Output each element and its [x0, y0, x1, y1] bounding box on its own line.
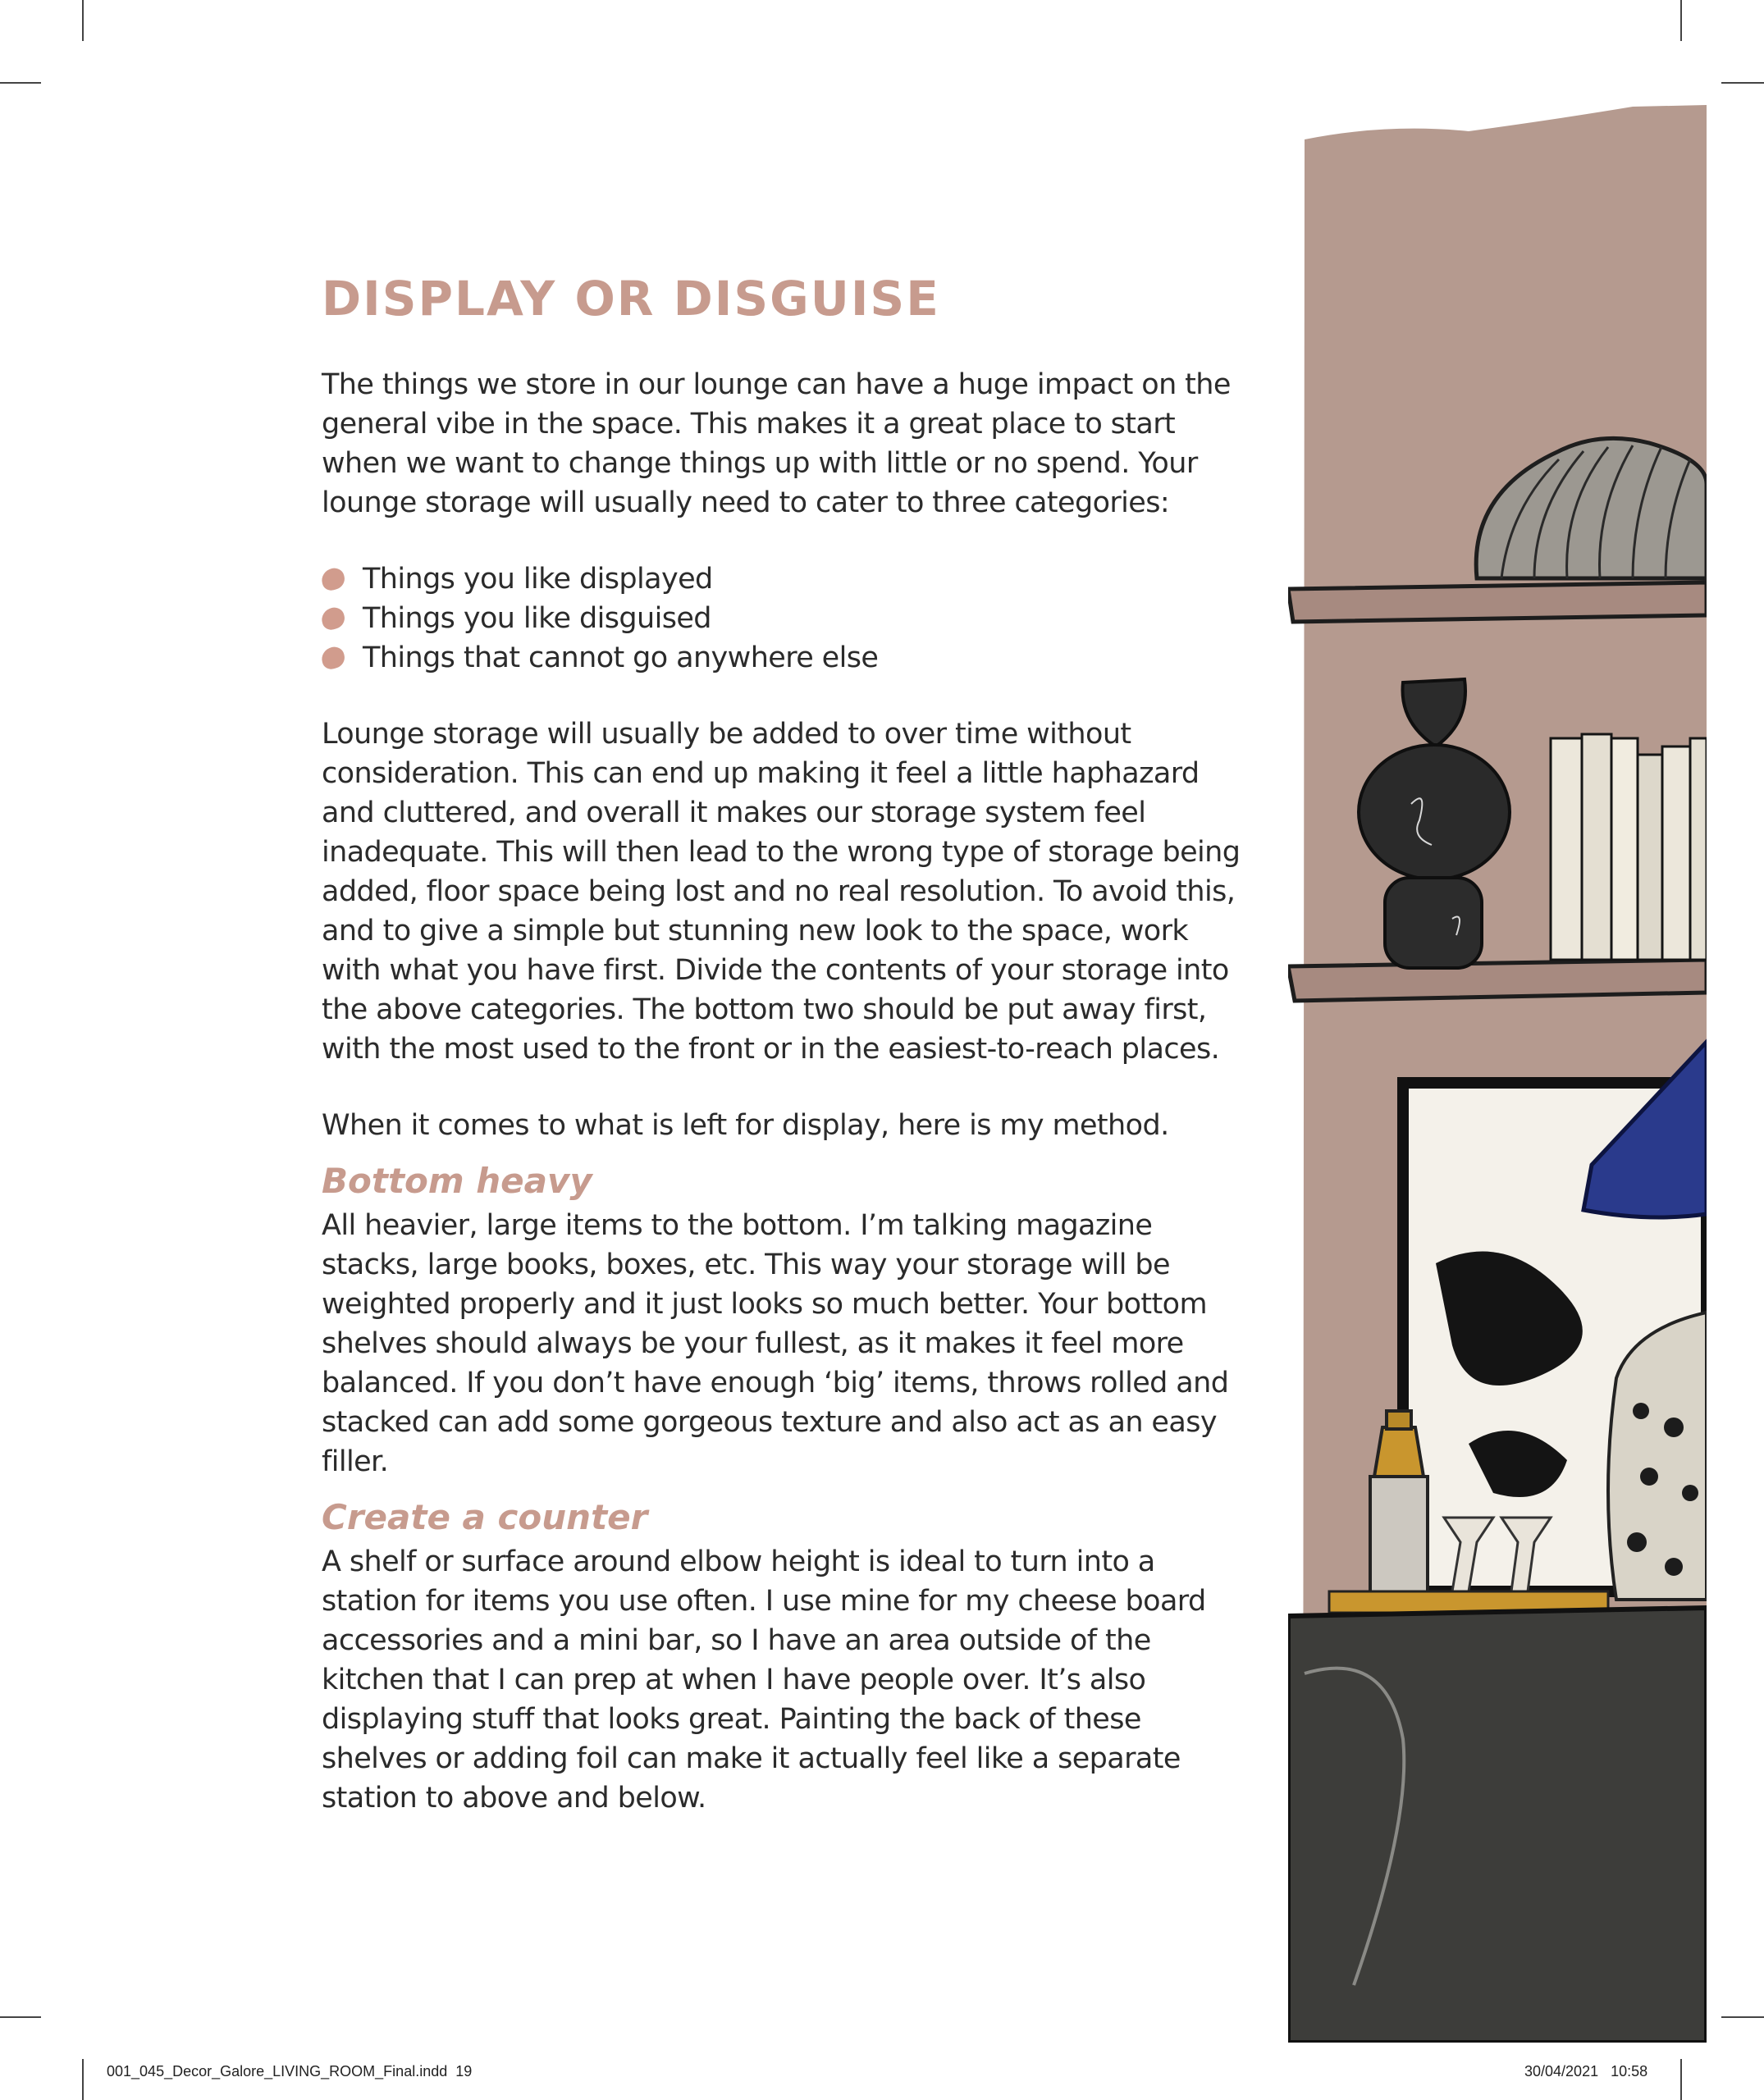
body-paragraph: When it comes to what is left for display, here is my method. — [322, 1108, 1169, 1142]
subheading-create-counter: Create a counter — [322, 1496, 648, 1537]
bullet-icon — [319, 565, 347, 591]
category-list — [322, 559, 1241, 678]
subheading-bottom-heavy: Bottom heavy — [322, 1160, 592, 1201]
bullet-icon — [319, 605, 347, 631]
top-shelf — [1288, 582, 1707, 622]
footer-filename: 001_045_Decor_Galore_LIVING_ROOM_Final.indd 19 — [107, 2063, 473, 2079]
create-counter-paragraph: A shelf or surface around elbow height is ideal to turn into a station for items you use often. I use mine for my cheese board accessories and a mini bar, so I have an area outside of the kitchen that I can prep at when I have people over. It’s also displaying stuff that looks great. Painting the back of these shelves or adding foil can make it actually feel like a separate station to above and below. — [322, 1545, 1206, 1815]
crop-mark — [1721, 82, 1764, 84]
intro-paragraph: The things we store in our lounge can have a huge impact on the general vibe in the space. This makes it a great place to start when we want to change things up with little or no spend. Your lounge storage will usually need to cater to three categories: — [322, 368, 1231, 519]
list-item: Things you like disguised — [322, 599, 1241, 638]
footer-timestamp: 30/04/2021 10:58 — [1524, 2063, 1648, 2079]
shelf-illustration — [1288, 98, 1707, 2043]
crop-mark — [0, 82, 41, 84]
cabinet — [1288, 1608, 1707, 2043]
book-stack — [1551, 734, 1707, 960]
crop-mark — [82, 0, 84, 41]
crop-mark — [1721, 2016, 1764, 2018]
crop-mark — [0, 2016, 41, 2018]
page-heading: DISPLAY OR DISGUISE — [322, 271, 940, 326]
crop-mark — [1680, 0, 1682, 41]
body-paragraph: Lounge storage will usually be added to over time without consideration. This can end up making it feel a little haphazard and cluttered, and overall it makes our storage system feel inadequate. This will then lead to the wrong type of storage being added, floor space being lost and no real resolution. To avoid this, and to give a simple but stunning new look to the space, work with what you have first. Divide the contents of your storage into the above categories. The bottom two should be put away first, with the most used to the front or in the easiest-to-reach places. — [322, 717, 1241, 1066]
article-column — [322, 271, 1241, 1818]
bottom-heavy-paragraph: All heavier, large items to the bottom. I’m talking magazine stacks, large books, boxes, etc. This way your storage will be weighted properly and it just looks so much better. Your bottom shelves should always be your fullest, as it makes it feel more balanced. If you don’t have enough ‘big’ items, throws rolled and stacked can add some gorgeous texture and also act as an easy filler. — [322, 1208, 1229, 1478]
list-item: Things you like displayed — [322, 559, 1241, 599]
crop-mark — [82, 2059, 84, 2100]
list-item: Things that cannot go anywhere else — [322, 638, 1241, 678]
middle-shelf — [1288, 960, 1707, 1001]
bullet-icon — [319, 644, 347, 670]
crop-mark — [1680, 2059, 1682, 2100]
